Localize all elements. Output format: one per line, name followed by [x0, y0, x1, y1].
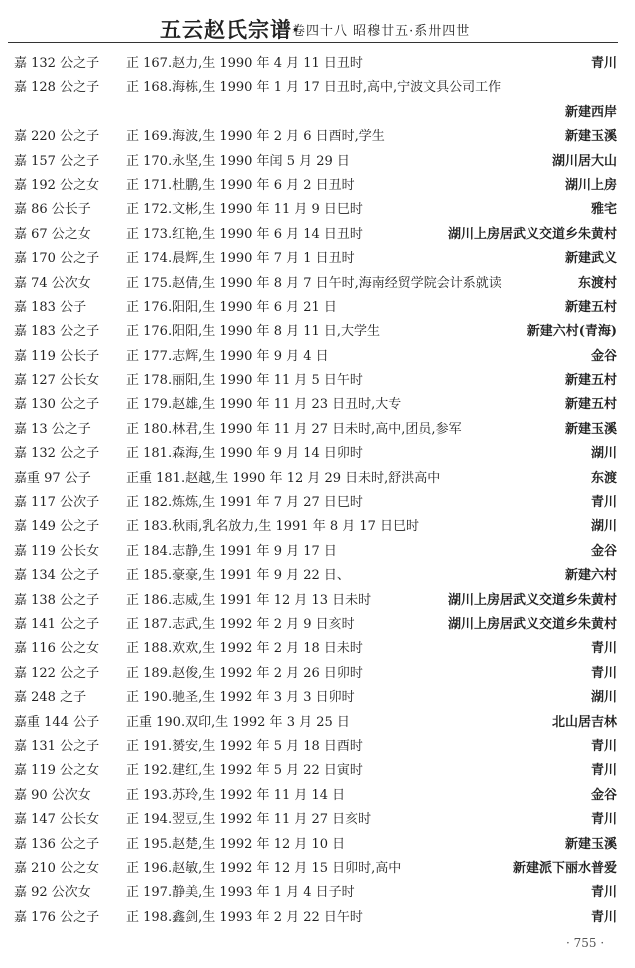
entry-detail: 正 184.志静,生 1991 年 9 月 17 日 [126, 543, 337, 559]
genealogy-row [0, 662, 635, 686]
residence-place: 湖川 [590, 446, 617, 462]
entry-detail: 正 181.森海,生 1990 年 9 月 14 日卯时 [126, 446, 363, 462]
residence-place: 湖川上房 [564, 177, 617, 193]
genealogy-row [0, 564, 635, 588]
residence-place: 新建武义 [564, 251, 617, 267]
residence-place: 湖川 [590, 690, 617, 706]
parent-relation: 嘉 90 公次女 [14, 787, 91, 803]
parent-relation: 嘉 147 公长女 [14, 812, 100, 828]
parent-relation: 嘉 132 公之子 [14, 446, 100, 462]
residence-place: 东渡 [590, 470, 617, 486]
parent-relation: 嘉 92 公次女 [14, 885, 91, 901]
genealogy-row [0, 686, 635, 710]
entry-detail: 正 185.豪豪,生 1991 年 9 月 22 日、 [126, 568, 350, 584]
residence-place: 青川 [590, 495, 617, 511]
parent-relation: 嘉 176 公之子 [14, 909, 100, 925]
residence-place: 金谷 [590, 787, 617, 803]
entry-detail: 正 183.秋雨,乳名放力,生 1991 年 8 月 17 日巳时 [126, 519, 420, 535]
entry-detail: 正 194.翌豆,生 1992 年 11 月 27 日亥时 [126, 812, 372, 828]
genealogy-row [0, 296, 635, 320]
genealogy-row [0, 833, 635, 857]
residence-place: 青川 [590, 812, 617, 828]
residence-place: 新建六村 [564, 568, 617, 584]
entry-detail: 正 196.赵敏,生 1992 年 12 月 15 日卯时,高中 [126, 860, 402, 876]
residence-place: 新建玉溪 [564, 129, 617, 145]
header-rule [8, 42, 618, 43]
residence-place: 青川 [590, 56, 617, 71]
parent-relation: 嘉 141 公之子 [14, 616, 100, 632]
entry-detail: 正 180.林君,生 1990 年 11 月 27 日未时,高中,团员,参军 [126, 421, 462, 437]
residence-place: 雅宅 [590, 202, 617, 218]
residence-place: 新建六村(青海) [526, 324, 617, 340]
entry-detail: 正 176.阳阳,生 1990 年 6 月 21 日 [126, 299, 337, 315]
parent-relation: 嘉 131 公之子 [14, 738, 100, 754]
parent-relation: 嘉 117 公次子 [14, 495, 100, 511]
genealogy-row [0, 589, 635, 613]
residence-place: 青川 [590, 738, 617, 754]
parent-relation: 嘉 132 公之子 [14, 56, 100, 71]
entry-detail: 正重 190.双印,生 1992 年 3 月 25 日 [126, 714, 350, 730]
parent-relation: 嘉 149 公之子 [14, 519, 100, 535]
page-number: · 755 · [566, 936, 605, 950]
parent-relation: 嘉 157 公之子 [14, 153, 100, 169]
residence-place: 新建玉溪 [564, 421, 617, 437]
residence-place: 青川 [590, 763, 617, 779]
entry-detail: 正 179.赵雄,生 1990 年 11 月 23 日丑时,大专 [126, 397, 402, 413]
genealogy-row [0, 540, 635, 564]
genealogy-row [0, 711, 635, 735]
residence-place: 新建玉溪 [564, 836, 617, 852]
residence-place: 青川 [590, 909, 617, 925]
entry-detail: 正重 181.赵越,生 1990 年 12 月 29 日未时,舒洪高中 [126, 470, 441, 486]
residence-place: 湖川 [590, 519, 617, 535]
parent-relation: 嘉 134 公之子 [14, 568, 100, 584]
genealogy-row [0, 613, 635, 637]
genealogy-row [0, 442, 635, 466]
residence-place: 新建派下丽水普爱 [512, 860, 617, 876]
entry-detail: 正 175.赵倩,生 1990 年 8 月 7 日午时,海南经贸学院会计系就读 [126, 275, 502, 291]
parent-relation: 嘉 67 公之女 [14, 226, 91, 242]
residence-place: 湖川居大山 [551, 153, 617, 169]
entry-detail: 正 170.永坚,生 1990 年闰 5 月 29 日 [126, 153, 350, 169]
genealogy-row [0, 418, 635, 442]
entry-detail: 正 177.志辉,生 1990 年 9 月 4 日 [126, 348, 329, 364]
entry-detail: 正 189.赵俊,生 1992 年 2 月 26 日卯时 [126, 665, 363, 681]
genealogy-row [0, 735, 635, 759]
residence-place: 新建五村 [564, 299, 617, 315]
genealogy-row [0, 784, 635, 808]
parent-relation: 嘉 13 公之子 [14, 421, 91, 437]
entry-detail: 正 190.驰圣,生 1992 年 3 月 3 日卯时 [126, 690, 355, 706]
parent-relation: 嘉 183 公子 [14, 299, 87, 315]
genealogy-row [0, 150, 635, 174]
parent-relation: 嘉 116 公之女 [14, 641, 100, 657]
entry-detail: 正 174.晨辉,生 1990 年 7 月 1 日丑时 [126, 251, 355, 267]
residence-place: 新建五村 [564, 397, 617, 413]
page-header [0, 10, 635, 40]
parent-relation: 嘉 183 公之子 [14, 324, 100, 340]
parent-relation: 嘉 74 公次女 [14, 275, 91, 291]
entry-detail: 正 173.红艳,生 1990 年 6 月 14 日丑时 [126, 226, 363, 242]
entry-detail: 正 168.海栋,生 1990 年 1 月 17 日丑时,高中,宁波文具公司工作 [126, 80, 502, 96]
parent-relation: 嘉重 144 公子 [14, 714, 100, 730]
entry-detail: 正 171.杜鹏,生 1990 年 6 月 2 日丑时 [126, 177, 355, 193]
entry-detail: 正 172.文彬,生 1990 年 11 月 9 日巳时 [126, 202, 363, 218]
entry-detail: 正 192.建红,生 1992 年 5 月 22 日寅时 [126, 763, 363, 779]
genealogy-row [0, 247, 635, 271]
genealogy-row [0, 125, 635, 149]
genealogy-row [0, 759, 635, 783]
genealogy-row [0, 808, 635, 832]
entry-detail: 正 191.赟安,生 1992 年 5 月 18 日酉时 [126, 738, 363, 754]
residence-place: 青川 [590, 665, 617, 681]
genealogy-row [0, 515, 635, 539]
genealogy-row [0, 906, 635, 930]
genealogy-row [0, 76, 635, 100]
entry-detail: 正 176.阳阳,生 1990 年 8 月 11 日,大学生 [126, 324, 381, 340]
genealogy-row [0, 272, 635, 296]
entry-detail: 正 182.炼炼,生 1991 年 7 月 27 日巳时 [126, 495, 363, 511]
genealogy-row [0, 320, 635, 344]
residence-place: 金谷 [590, 543, 617, 559]
genealogy-row [0, 198, 635, 222]
residence-place: 湖川上房居武义交道乡朱黄村 [447, 592, 617, 608]
residence-place: 东渡村 [577, 275, 617, 291]
parent-relation: 嘉 210 公之女 [14, 860, 100, 876]
parent-relation: 嘉 192 公之女 [14, 177, 100, 193]
page-subtitle: 卷四十八 昭穆廿五·系卅四世 [292, 24, 471, 39]
page-title: 五云赵氏宗谱· [160, 17, 301, 42]
residence-place: 新建西岸 [564, 104, 617, 120]
parent-relation: 嘉 127 公长女 [14, 373, 100, 389]
parent-relation: 嘉 170 公之子 [14, 251, 100, 267]
genealogy-entries [0, 52, 635, 930]
entry-detail: 正 167.赵力,生 1990 年 4 月 11 日丑时 [126, 56, 363, 71]
parent-relation: 嘉 119 公之女 [14, 763, 100, 779]
entry-detail: 正 169.海波,生 1990 年 2 月 6 日酉时,学生 [126, 129, 385, 145]
residence-place: 湖川上房居武义交道乡朱黄村 [447, 226, 617, 242]
residence-place: 湖川上房居武义交道乡朱黄村 [447, 616, 617, 632]
entry-detail: 正 198.鑫剑,生 1993 年 2 月 22 日午时 [126, 909, 363, 925]
parent-relation: 嘉 220 公之子 [14, 129, 100, 145]
parent-relation: 嘉 128 公之子 [14, 80, 100, 96]
entry-detail: 正 195.赵楚,生 1992 年 12 月 10 日 [126, 836, 346, 852]
entry-detail: 正 197.静美,生 1993 年 1 月 4 日子时 [126, 885, 355, 901]
parent-relation: 嘉 136 公之子 [14, 836, 100, 852]
genealogy-row [0, 345, 635, 369]
residence-place: 青川 [590, 885, 617, 901]
genealogy-row [0, 467, 635, 491]
parent-relation: 嘉 122 公之子 [14, 665, 100, 681]
entry-detail: 正 187.志武,生 1992 年 2 月 9 日亥时 [126, 616, 355, 632]
parent-relation: 嘉 86 公长子 [14, 202, 91, 218]
genealogy-row [0, 637, 635, 661]
genealogy-row [0, 223, 635, 247]
genealogy-row [0, 174, 635, 198]
entry-detail: 正 188.欢欢,生 1992 年 2 月 18 日未时 [126, 641, 363, 657]
parent-relation: 嘉 130 公之子 [14, 397, 100, 413]
parent-relation: 嘉重 97 公子 [14, 470, 91, 486]
residence-place: 北山居吉林 [551, 714, 617, 730]
entry-detail: 正 193.苏玲,生 1992 年 11 月 14 日 [126, 787, 346, 803]
genealogy-row [0, 393, 635, 417]
genealogy-row [0, 101, 635, 125]
entry-detail: 正 178.丽阳,生 1990 年 11 月 5 日午时 [126, 373, 363, 389]
genealogy-row [0, 881, 635, 905]
residence-place: 金谷 [590, 348, 617, 364]
entry-detail: 正 186.志威,生 1991 年 12 月 13 日未时 [126, 592, 372, 608]
residence-place: 新建五村 [564, 373, 617, 389]
genealogy-row [0, 52, 635, 76]
parent-relation: 嘉 119 公长女 [14, 543, 100, 559]
residence-place: 青川 [590, 641, 617, 657]
genealogy-row [0, 491, 635, 515]
genealogy-row [0, 857, 635, 881]
parent-relation: 嘉 138 公之子 [14, 592, 100, 608]
parent-relation: 嘉 248 之子 [14, 690, 87, 706]
parent-relation: 嘉 119 公长子 [14, 348, 100, 364]
genealogy-row [0, 369, 635, 393]
